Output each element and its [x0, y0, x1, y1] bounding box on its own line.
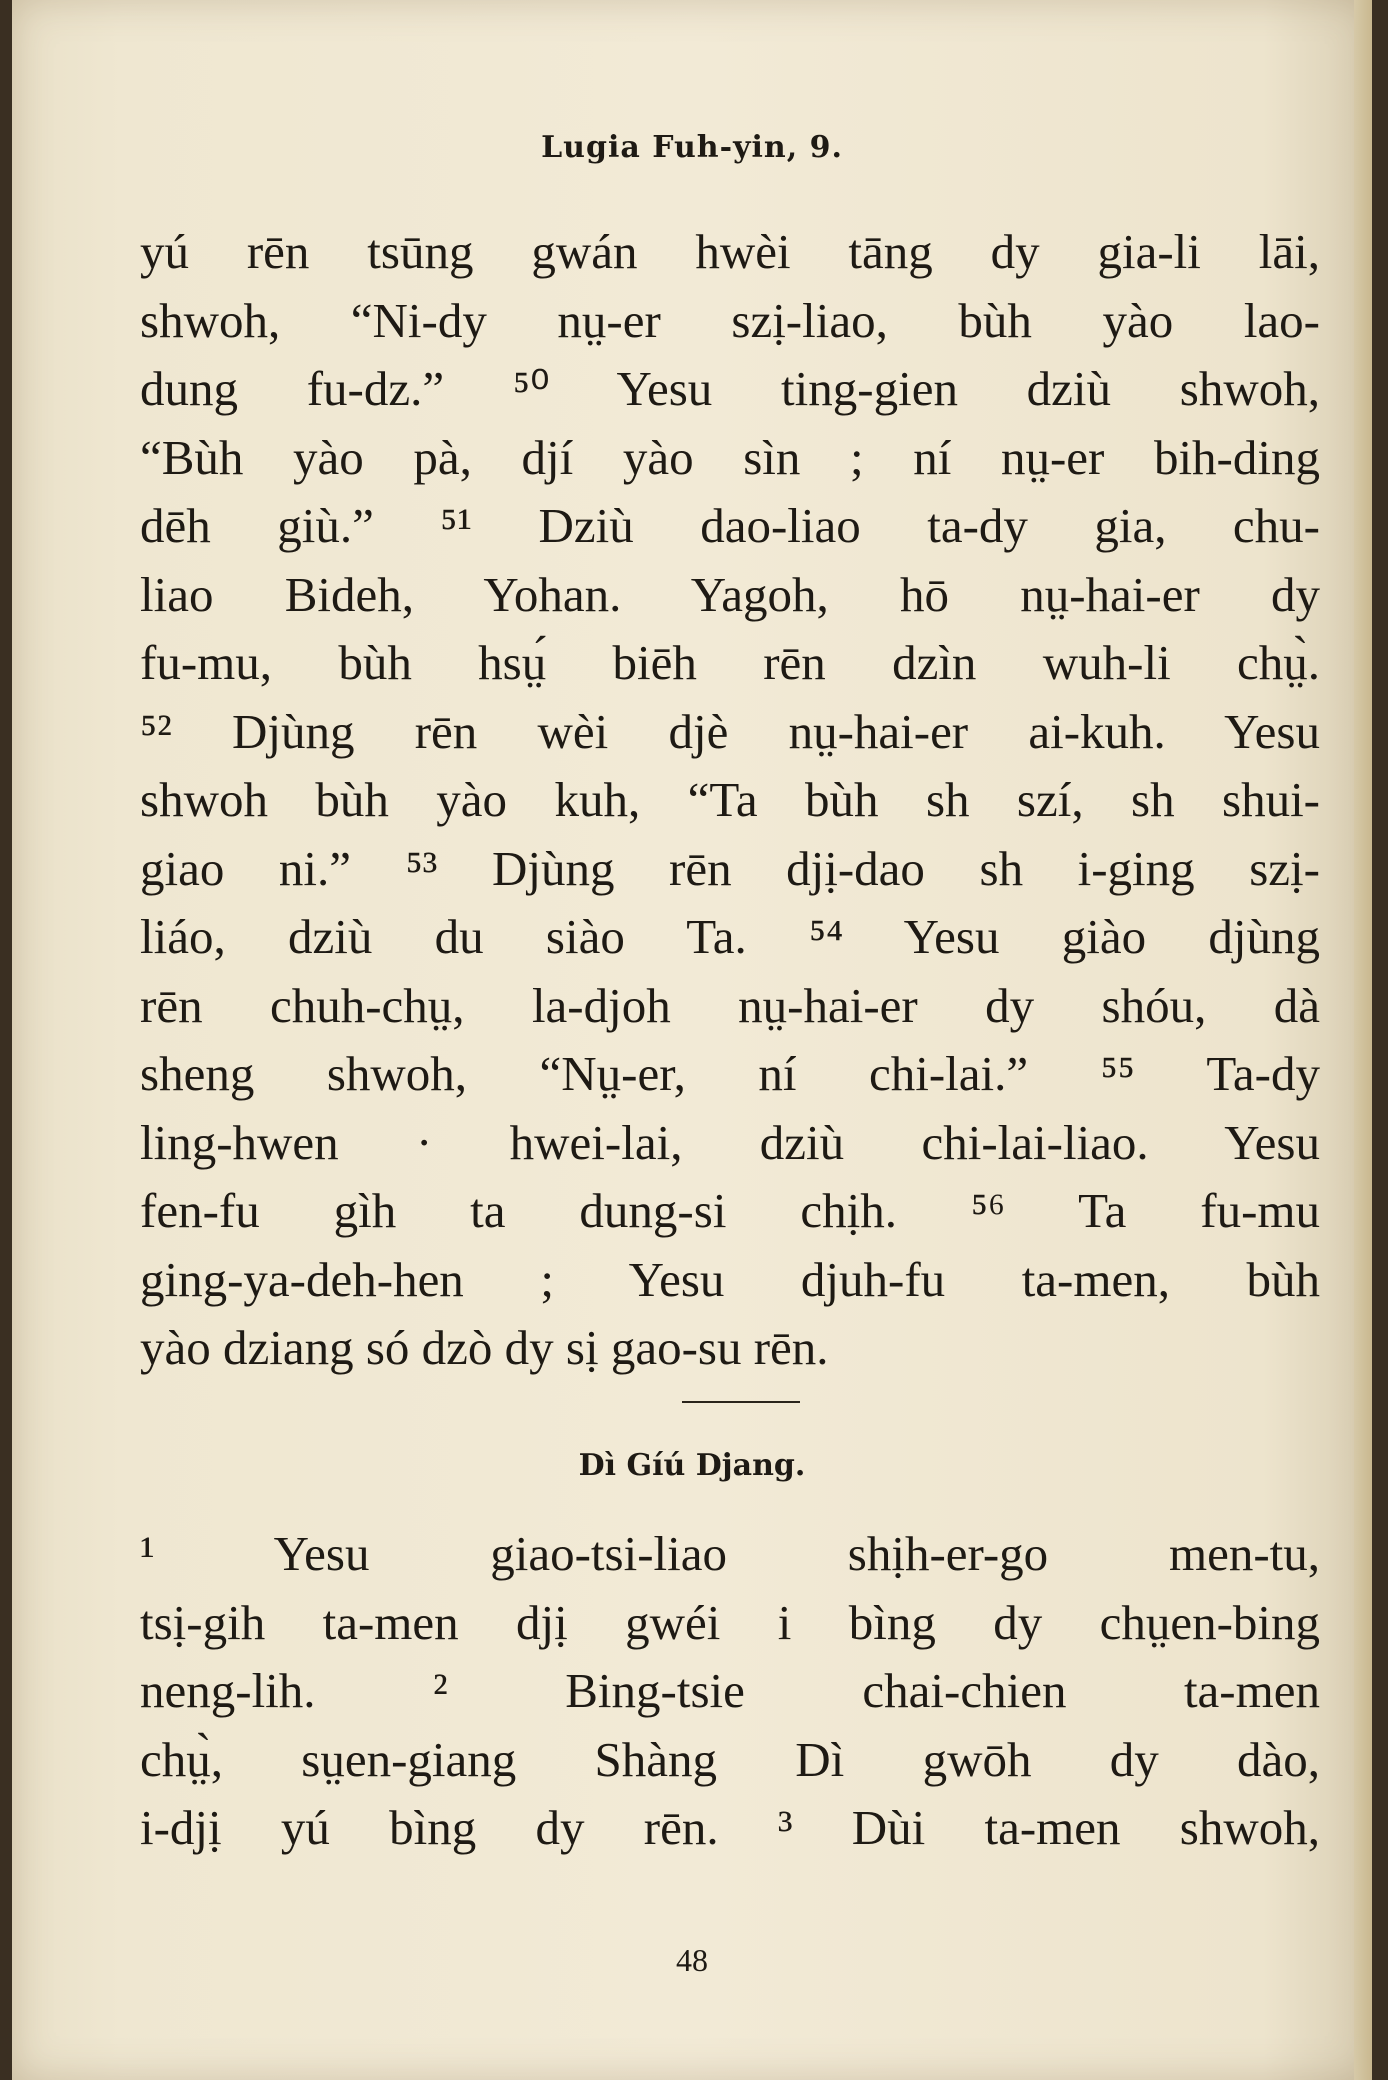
text-line: “Bùh yào pà, djí yào sìn ; ní nṳ-er bih-ding	[140, 429, 1320, 485]
text-line: shwoh, “Ni-dy nṳ-er szị-liao, bùh yào lao-	[140, 292, 1320, 348]
text-line: shwoh bùh yào kuh, “Ta bùh sh szí, sh shui-	[140, 772, 1320, 827]
text-line: dēh giù.” ⁵¹ Dziù dao-liao ta-dy gia, chu-	[140, 498, 1320, 553]
text-line: yú rēn tsūng gwán hwèi tāng dy gia-li lāi,	[140, 224, 1320, 279]
book-page	[12, 0, 1372, 2080]
text-line: giao ni.” ⁵³ Djùng rēn djị-dao sh i-ging szị-	[140, 840, 1320, 896]
chapter-9-text	[140, 1520, 1320, 1863]
text-line: i-djị yú bìng dy rēn. ³ Dùi ta-men shwoh,	[140, 1800, 1320, 1855]
chapter-heading: Dì Gíú Djang.	[578, 1448, 806, 1483]
text-line: fen-fu gìh ta dung-si chịh. ⁵⁶ Ta fu-mu	[140, 1183, 1320, 1238]
text-line: tsị-gih ta-men djị gwéi i bìng dy chṳen-bing	[140, 1594, 1320, 1650]
text-line: ¹ Yesu giao-tsi-liao shịh-er-go men-tu,	[140, 1526, 1320, 1581]
text-line: ⁵² Djùng rēn wèi djè nṳ-hai-er ai-kuh. Yesu	[140, 703, 1320, 759]
text-line: dung fu-dz.” ⁵⁰ Yesu ting-gien dziù shwoh,	[140, 361, 1320, 416]
text-line: yào dziang só dzò dy sị gao-su rēn.	[140, 1320, 829, 1375]
text-line: fu-mu, bùh hsṳ́ biēh rēn dzìn wuh-li chṳ̀.	[140, 635, 1320, 690]
chapter-8-text	[140, 218, 1320, 1383]
text-line: ging-ya-deh-hen ; Yesu djuh-fu ta-men, bùh	[140, 1251, 1320, 1307]
section-divider	[682, 1401, 800, 1403]
text-line: ling-hwen · hwei-lai, dziù chi-lai-liao. Yesu	[140, 1114, 1320, 1170]
text-line: chṳ̀, sṳen-giang Shàng Dì gwōh dy dào,	[140, 1731, 1320, 1787]
running-head: Lugia Fuh-yin, 9.	[541, 130, 843, 165]
text-line: liáo, dziù du siào Ta. ⁵⁴ Yesu giào djùng	[140, 909, 1320, 964]
page-number: 48	[676, 1942, 708, 1978]
text-line: rēn chuh-chṳ, la-djoh nṳ-hai-er dy shóu, dà	[140, 977, 1320, 1033]
text-line: neng-lih. ² Bing-tsie chai-chien ta-men	[140, 1663, 1320, 1718]
text-line: sheng shwoh, “Nṳ-er, ní chi-lai.” ⁵⁵ Ta-dy	[140, 1046, 1320, 1101]
page-edge	[1354, 0, 1372, 2080]
text-line: liao Bideh, Yohan. Yagoh, hō nṳ-hai-er dy	[140, 566, 1320, 622]
